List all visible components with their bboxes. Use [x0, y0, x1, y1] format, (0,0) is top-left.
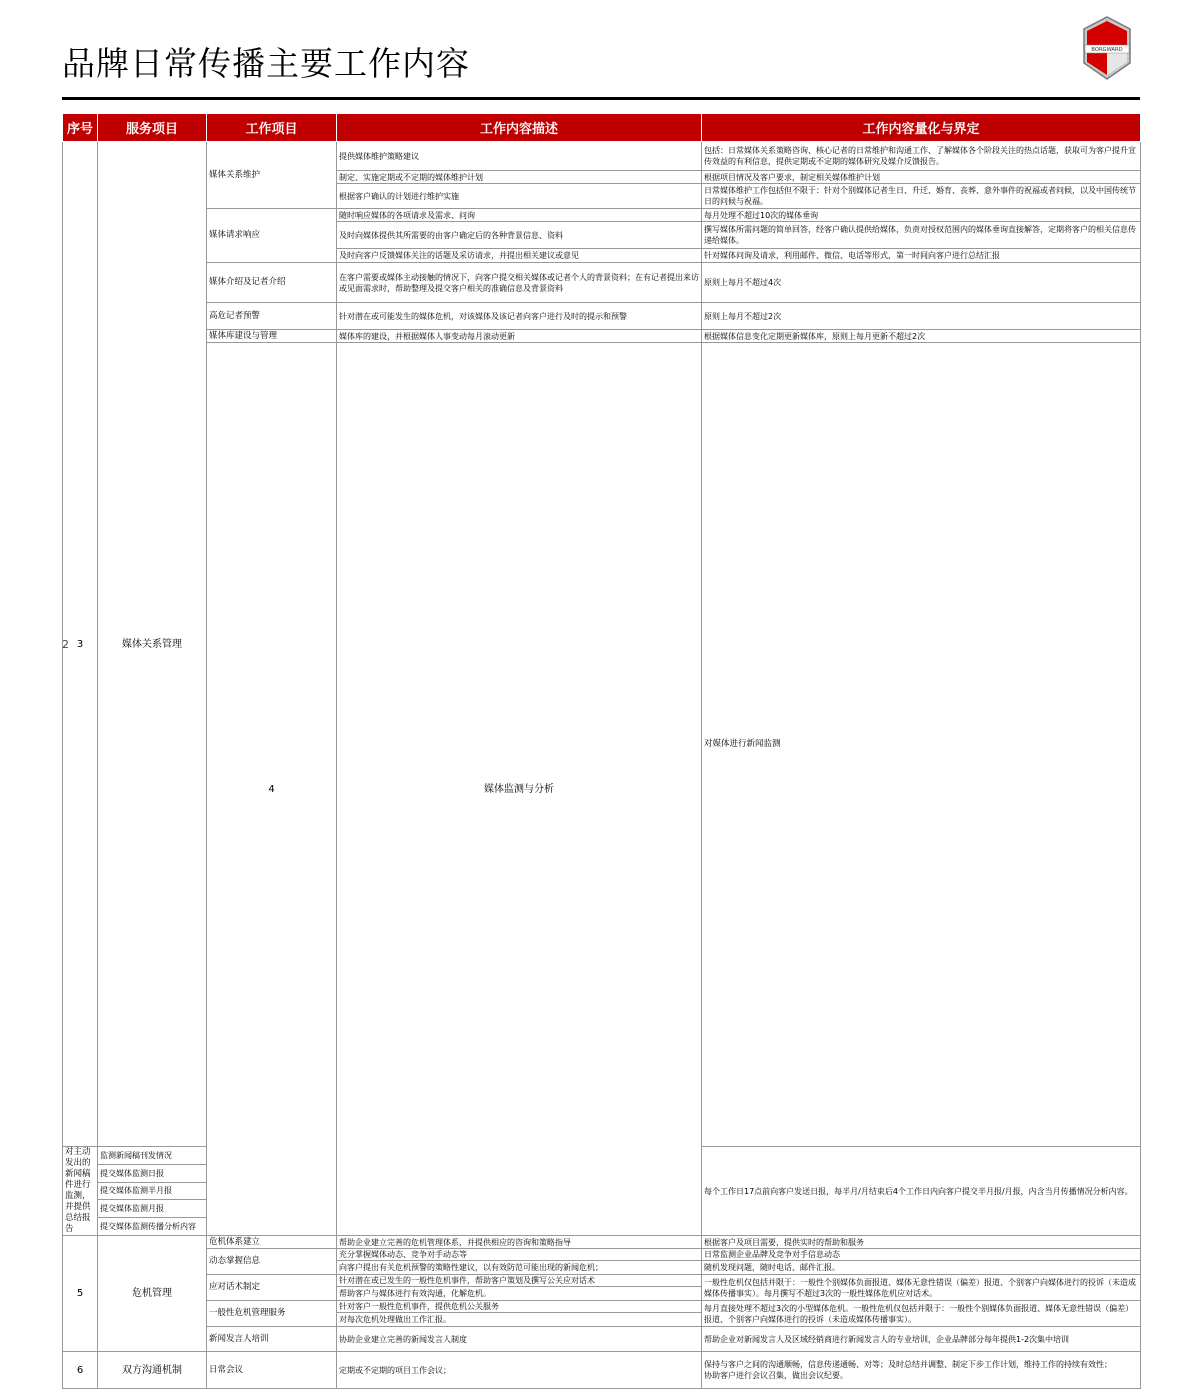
table-row	[63, 1275, 1141, 1287]
quantification-cell: 每月直接处理不超过3次的小型媒体危机。一般性危机仅包括并限于：一般性个别媒体负面报道、媒体无意性错误（偏差）报道、个别客户向媒体进行的投诉（未造成媒体传播事实）。	[702, 1301, 1141, 1327]
description-cell: 帮助企业建立完善的危机管理体系，并提供相应的咨询和策略指导	[337, 1236, 702, 1249]
col-header-description: 工作内容描述	[337, 114, 702, 142]
description-cell: 对每次危机处理做出工作汇报。	[337, 1313, 702, 1327]
work-item: 高危记者预警	[207, 303, 337, 330]
slide-number: 2	[62, 638, 69, 651]
description-cell: 提供媒体维护策略建议	[337, 142, 702, 171]
description-cell: 在客户需要或媒体主动接触的情况下，向客户提交相关媒体或记者个人的背景资料；在有记者提出来访或见面需求时，帮助整理及提交客户相关的准确信息及背景资料	[337, 263, 702, 303]
title-divider	[62, 97, 1140, 100]
description-cell: 针对潜在或已发生的一般性危机事件，帮助客户策划及撰写公关应对话术	[337, 1275, 702, 1287]
row-number: 6	[63, 1352, 98, 1389]
table-row	[63, 343, 1141, 1147]
service-item: 媒体关系管理	[98, 142, 207, 1147]
description-cell: 充分掌握媒体动态、竞争对手动态等	[337, 1249, 702, 1261]
table-row	[63, 330, 1141, 343]
table-row	[63, 1236, 1141, 1249]
quantification-cell: 根据项目情况及客户要求，制定相关媒体维护计划	[702, 171, 1141, 184]
description-cell: 制定、实施定期或不定期的媒体维护计划	[337, 171, 702, 184]
work-item: 对主动发出的新闻稿件进行监测，并提供总结报告	[63, 1147, 98, 1236]
service-item: 媒体监测与分析	[337, 343, 702, 1236]
description-cell: 及时向客户反馈媒体关注的话题及采访请求，并提出相关建议或意见	[337, 249, 702, 263]
col-header-quantification: 工作内容量化与界定	[702, 114, 1141, 142]
quantification-cell: 每月处理不超过10次的媒体垂询	[702, 209, 1141, 222]
quantification-cell: 根据客户及项目需要，提供实时的帮助和服务	[702, 1236, 1141, 1249]
table-header-row	[63, 114, 1141, 142]
service-item: 双方沟通机制	[98, 1352, 207, 1389]
quantification-cell: 一般性危机仅包括并限于：一般性个别媒体负面报道、媒体无意性错误（偏差）报道、个别客户向媒体进行的投诉（未造成媒体传播事实）。每月撰写不超过3次的一般性媒体危机应对话术。	[702, 1275, 1141, 1301]
work-item: 媒体关系维护	[207, 142, 337, 209]
work-item: 动态掌握信息	[207, 1249, 337, 1275]
work-item: 新闻发言人培训	[207, 1327, 337, 1352]
quantification-cell: 原则上每月不超过2次	[702, 303, 1141, 330]
description-cell: 提交媒体监测月报	[98, 1200, 207, 1218]
quantification-cell: 保持与客户之间的沟通顺畅，信息传递通畅、对等；及时总结并调整、制定下步工作计划，维持工作的持续有效性； 协助客户进行会议召集，做出会议纪要。	[702, 1352, 1141, 1389]
table-row	[63, 209, 1141, 222]
description-cell: 根据客户确认的计划进行维护实施	[337, 184, 702, 209]
table-row	[63, 1327, 1141, 1352]
work-item: 对媒体进行新闻监测	[702, 343, 1141, 1147]
quantification-cell: 包括：日常媒体关系策略咨询、核心记者的日常维护和沟通工作、了解媒体各个阶段关注的热点话题，获取可为客户提升宣传效益的有利信息，提供定期或不定期的媒体研究及媒介反馈报告。	[702, 142, 1141, 171]
quantification-cell: 每个工作日17点前向客户发送日报，每半月/月结束后4个工作日内向客户提交半月报/月报，内含当月传播情况分析内容。	[702, 1147, 1141, 1236]
description-cell: 向客户提出有关危机预警的策略性建议，以有效防范可能出现的新闻危机；	[337, 1261, 702, 1275]
description-cell: 针对潜在或可能发生的媒体危机，对该媒体及该记者向客户进行及时的提示和预警	[337, 303, 702, 330]
description-cell: 媒体库的建设，并根据媒体人事变动每月滚动更新	[337, 330, 702, 343]
description-cell: 针对客户一般性危机事件，提供危机公关服务	[337, 1301, 702, 1313]
description-cell: 提交媒体监测半月报	[98, 1182, 207, 1200]
service-item: 危机管理	[98, 1236, 207, 1352]
work-item: 媒体介绍及记者介绍	[207, 263, 337, 303]
quantification-cell: 撰写媒体所需问题的简单回答，经客户确认提供给媒体，负责对授权范围内的媒体垂询直接解答，定期将客户的相关信息传递给媒体。	[702, 222, 1141, 249]
quantification-cell: 帮助企业对新闻发言人及区域经销商进行新闻发言人的专业培训，企业品牌部分每年提供1-2次集中培训	[702, 1327, 1141, 1352]
page-title: 品牌日常传播主要工作内容	[62, 44, 470, 83]
work-item: 一般性危机管理服务	[207, 1301, 337, 1327]
table-row	[63, 142, 1141, 171]
quantification-cell: 日常监测企业品牌及竞争对手信息动态	[702, 1249, 1141, 1261]
row-number: 3	[63, 142, 98, 1147]
quantification-cell: 随机发现问题，随时电话、邮件汇报。	[702, 1261, 1141, 1275]
row-number: 4	[207, 343, 337, 1236]
table-row	[63, 303, 1141, 330]
svg-text:BORGWARD: BORGWARD	[1091, 47, 1123, 53]
work-item: 危机体系建立	[207, 1236, 337, 1249]
work-content-table	[62, 113, 1141, 1389]
work-item: 媒体库建设与管理	[207, 330, 337, 343]
table-row	[63, 1249, 1141, 1261]
description-cell: 协助企业建立完善的新闻发言人制度	[337, 1327, 702, 1352]
col-header-service: 服务项目	[98, 114, 207, 142]
table-row	[63, 263, 1141, 303]
description-cell: 提交媒体监测日报	[98, 1164, 207, 1182]
quantification-cell: 日常媒体维护工作包括但不限于：针对个别媒体记者生日、升迁、婚育、丧葬、意外事件的祝福或者问候，以及中国传统节日的问候与祝福。	[702, 184, 1141, 209]
work-item: 应对话术制定	[207, 1275, 337, 1301]
borgward-logo-icon	[1082, 16, 1132, 80]
quantification-cell: 根据媒体信息变化定期更新媒体库，原则上每月更新不超过2次	[702, 330, 1141, 343]
work-item: 日常会议	[207, 1352, 337, 1389]
row-number: 5	[63, 1236, 98, 1352]
table-row	[63, 1301, 1141, 1313]
table-row	[63, 1352, 1141, 1389]
description-cell: 提交媒体监测传播分析内容	[98, 1218, 207, 1236]
description-cell: 随时响应媒体的各项请求及需求、问询	[337, 209, 702, 222]
description-cell: 定期或不定期的项目工作会议；	[337, 1352, 702, 1389]
col-header-item: 工作项目	[207, 114, 337, 142]
description-cell: 及时向媒体提供其所需要的由客户确定后的各种背景信息、资料	[337, 222, 702, 249]
description-cell: 帮助客户与媒体进行有效沟通，化解危机。	[337, 1287, 702, 1301]
work-item: 媒体请求响应	[207, 209, 337, 263]
quantification-cell: 针对媒体问询及请求，利用邮件、微信、电话等形式，第一时间向客户进行总结汇报	[702, 249, 1141, 263]
col-header-no: 序号	[63, 114, 98, 142]
quantification-cell: 原则上每月不超过4次	[702, 263, 1141, 303]
description-cell: 监测新闻稿刊发情况	[98, 1147, 207, 1165]
